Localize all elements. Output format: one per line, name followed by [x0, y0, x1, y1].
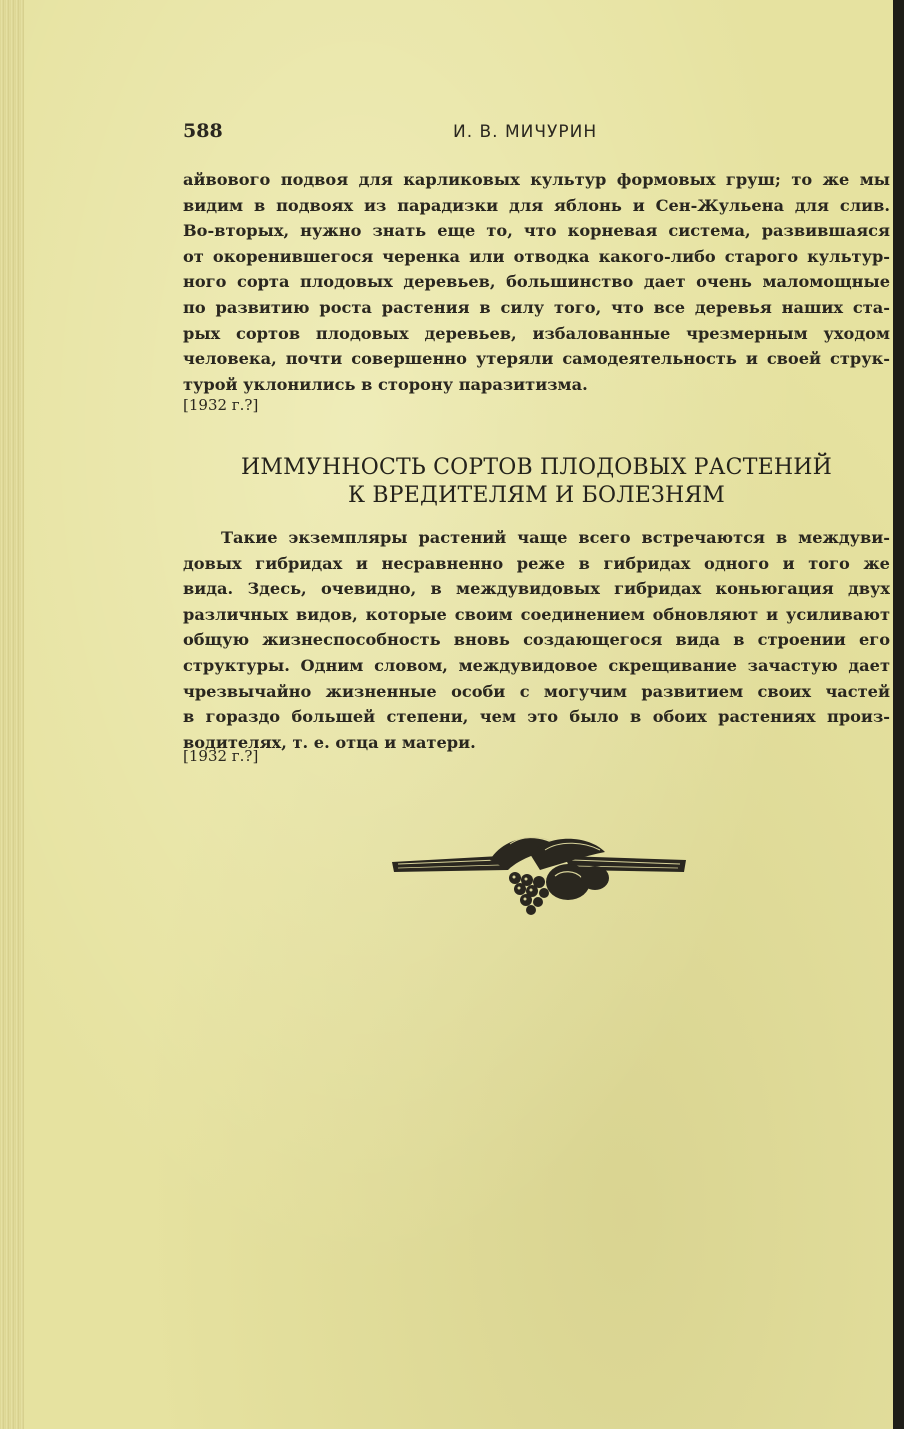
page-header — [183, 120, 890, 146]
fruit-garland-ornament-icon — [390, 830, 690, 920]
page-stack-edge — [0, 0, 24, 1429]
scan-border — [893, 0, 904, 1429]
text-line: довых гибридах и несравненно реже в гибридах одного и того же — [183, 553, 890, 573]
article-title-line-2: К ВРЕДИТЕЛЯМ И БОЛЕЗНЯМ — [347, 483, 726, 508]
text-line: рых сортов плодовых деревьев, избалованные чрезмерным уходом — [183, 323, 890, 343]
text-line: вида. Здесь, очевидно, в междувидовых гибридах коньюгация двух — [183, 579, 890, 599]
text-line: в гораздо большей степени, чем это было в обоих растениях произ- — [183, 707, 890, 727]
text-line: структуры. Одним словом, междувидовое скрещивание зачастую дает — [183, 655, 890, 675]
paragraph-continuation — [183, 167, 890, 397]
text-line: по развитию роста растения в силу того, что все деревья наших ста- — [183, 297, 890, 317]
date-note: [1932 г.?] — [183, 396, 259, 414]
text-line: водителях, т. е. отца и матери. — [183, 732, 476, 752]
article-title-line-1: ИММУННОСТЬ СОРТОВ ПЛОДОВЫХ РАСТЕНИЙ — [241, 455, 832, 480]
text-line: от окоренившегося черенка или отводка какого-либо старого культур- — [183, 246, 890, 266]
article-title — [183, 454, 890, 510]
text-line: чрезвычайно жизненные особи с могучим развитием своих частей — [183, 681, 890, 701]
running-head: И. В. МИЧУРИН — [453, 122, 598, 142]
text-line: общую жизнеспособность вновь создающегося вида в строении его — [183, 630, 890, 650]
text-line: видим в подвоях из парадизки для яблонь и Сен-Жульена для слив. — [183, 195, 890, 215]
text-line: Такие экземпляры растений чаще всего встречаются в междуви- — [221, 528, 890, 547]
text-line: Во-вторых, нужно знать еще то, что корневая система, развившаяся — [183, 221, 890, 241]
date-note: [1932 г.?] — [183, 747, 259, 765]
text-line: турой уклонились в сторону паразитизма. — [183, 374, 588, 394]
page-number: 588 — [183, 120, 223, 142]
text-line: айвового подвоя для карликовых культур формовых груш; то же мы — [183, 170, 890, 189]
text-line: различных видов, которые своим соединением обновляют и усиливают — [183, 604, 890, 624]
article-paragraph — [183, 525, 890, 755]
text-line: человека, почти совершенно утеряли самодеятельность и своей струк- — [183, 349, 890, 369]
show-through-text — [200, 975, 208, 1005]
text-line: ного сорта плодовых деревьев, большинство дает очень маломощные — [183, 272, 890, 292]
